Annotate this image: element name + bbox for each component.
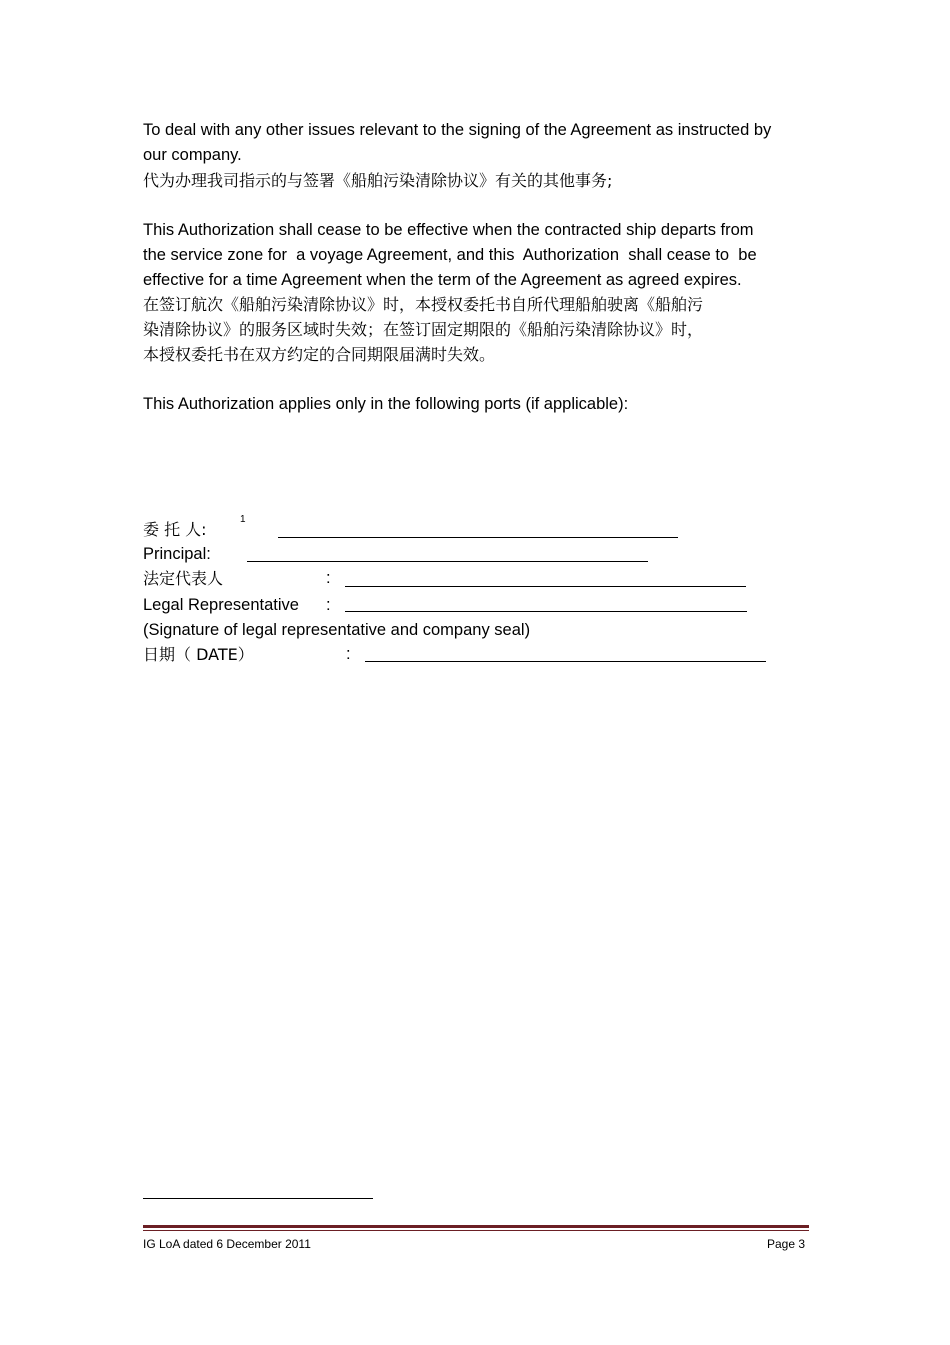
principal-en-signature-line <box>247 561 648 562</box>
footer-left-text: IG LoA dated 6 December 2011 <box>143 1237 311 1251</box>
legal-rep-en-label: Legal Representative <box>143 596 299 614</box>
date-colon: : <box>346 645 351 663</box>
footer-rule-thick <box>143 1225 809 1228</box>
footnote-reference: 1 <box>240 514 246 525</box>
principal-zh-signature-line <box>278 537 678 538</box>
para2-en-line1: This Authorization shall cease to be effective when the contracted ship departs from <box>143 221 754 239</box>
footer-rule-thin <box>143 1230 809 1231</box>
para2-zh-line2: 染清除协议》的服务区域时失效；在签订固定期限的《船舶污染清除协议》时， <box>143 320 704 339</box>
para1-zh: 代为办理我司指示的与签署《船舶污染清除协议》有关的其他事务; <box>143 171 613 190</box>
para2-zh-line3: 本授权委托书在双方约定的合同期限届满时失效。 <box>143 345 496 364</box>
footnote-separator <box>143 1198 373 1199</box>
para2-zh-line1: 在签订航次《船舶污染清除协议》时，本授权委托书自所代理船舶驶离《船舶污 <box>143 295 704 314</box>
para1-en-line2: our company. <box>143 146 242 164</box>
para2-en-line3: effective for a time Agreement when the term of the Agreement as agreed expires. <box>143 271 742 289</box>
legal-rep-en-colon: : <box>326 596 331 614</box>
principal-zh-label: 委 托 人: <box>143 520 207 539</box>
date-signature-line <box>365 661 766 662</box>
para1-en-line1: To deal with any other issues relevant to the signing of the Agreement as instructed by <box>143 121 772 139</box>
legal-rep-en-signature-line <box>345 611 747 612</box>
legal-rep-zh-label: 法定代表人 <box>143 569 224 588</box>
para2-en-line2: the service zone for a voyage Agreement, and this Authorization shall cease to be <box>143 246 757 264</box>
para3-ports: This Authorization applies only in the following ports (if applicable): <box>143 395 629 413</box>
signature-note: (Signature of legal representative and company seal) <box>143 621 531 639</box>
date-label: 日期（ DATE） <box>143 645 254 664</box>
legal-rep-zh-colon: : <box>326 569 331 587</box>
principal-en-label: Principal: <box>143 545 211 563</box>
page-number: Page 3 <box>767 1237 806 1251</box>
legal-rep-zh-signature-line <box>345 586 746 587</box>
